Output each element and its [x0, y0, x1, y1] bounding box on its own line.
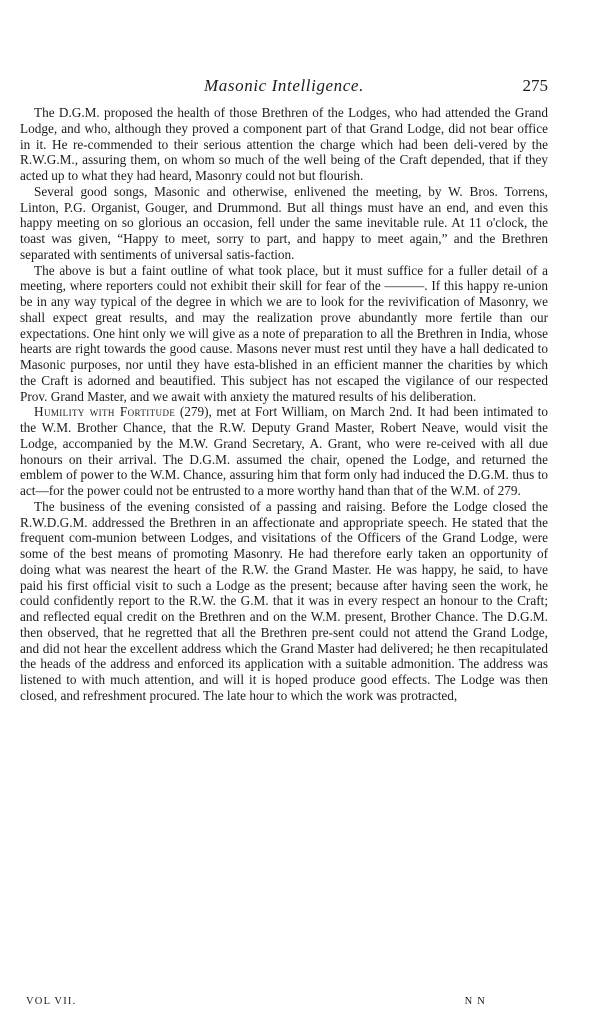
page-footer: [26, 996, 486, 1010]
paragraph-text: Several good songs, Masonic and otherwise, enlivened the meeting, by W. Bros. Torrens, Linton, P.G. Organist, Gouger, and Drummond. But all things must have an end, and even this happy meeting on so glorious an occasion, fell under the same inevitable rule. At 11 o'clock, the toast was given, “Happy to meet, sorry to part, and happy to meet again,” and the Brethren separated with sentiments of universal satis-faction.: [20, 183, 548, 262]
paragraph-outline: [20, 263, 548, 405]
paragraph-text: The above is but a faint outline of what took place, but it must suffice for a fuller detail of a meeting, where reporters could not exhibit their skill for fear of the ———. If this happy re-union be in any way typical of the degree in which we are to look for the revivification of Masonry, we shall expect great results, and may the realization prove abundantly more fertile than our expectations. One hint only we will give as a note of preparation to all the Brethren in India, whose hearts are right towards the good cause. Masons never must rest until they have a hall dedicated to Masonic purposes, nor until they have esta-blished in an efficient manner the charities by which the Craft is adorned and beautified. This subject has not escaped the vigilance of our respected Prov. Grand Master, and we await with anxiety the matured results of his deliberation.: [20, 262, 548, 404]
lodge-name: Humility with Fortitude: [34, 404, 176, 420]
volume-mark: VOL VII.: [26, 996, 77, 1007]
paragraph-dgm-toast: [20, 105, 548, 184]
running-title: Masonic Intelligence.: [204, 76, 364, 95]
signature-mark: N N: [464, 996, 486, 1007]
paragraph-text: The business of the evening consisted of a passing and raising. Before the Lodge closed the R.W.D.G.M. addressed the Brethren in an affectionate and appropriate speech. He stated that the frequent com-munion between Lodges, and visitations of the Officers of the Grand Lodge, were some of the best means of promoting Masonry. He had therefore early taken an opportunity of doing what was nearest the heart of the R.W. the Grand Master. He was happy, he said, to have paid his first official visit to such a Lodge as the present; because after having seen the work, he could confidently report to the R.W. the G.M. that it was in every respect an honour to the Craft; and reflected equal credit on the Brethren and on the W.M. present, Brother Chance. The D.G.M. then observed, that he regretted that all the Brethren pre-sent could not attend the Grand Lodge, and did not hear the excellent address which the Grand Master had delivered; he then recapitulated the heads of the address and enforced its application with a suitable admonition. The address was listened to with much attention, and will it is hoped produce good effects. The Lodge was then closed, and refreshment procured. The late hour to which the work was protracted,: [20, 498, 548, 703]
article-body: [20, 105, 548, 704]
paragraph-songs: [20, 184, 548, 263]
paragraph-business: [20, 499, 548, 704]
page-number: 275: [522, 76, 548, 95]
paragraph-text: The D.G.M. proposed the health of those Brethren of the Lodges, who had attended the Grand Lodge, and who, although they proved a component part of that Grand Lodge, did not bear office in it. He re-commended to their serious attention the charge which had been deli-vered by the R.W.G.M., assuring them, on whom so much of the well being of the Craft depended, that if they acted up to what they had heard, Masonry could not but flourish.: [20, 105, 548, 183]
paragraph-text: (279), met at Fort William, on March 2nd. It had been intimated to the W.M. Brother Chance, that the R.W. Deputy Grand Master, Robert Neave, would visit the Lodge, accompanied by the M.W. Grand Secretary, A. Grant, who were re-ceived with all due honours on their arrival. The D.G.M. assumed the chair, opened the Lodge, and returned the emblem of power to the W.M. Chance, assuring him that form only had induced the D.G.M. thus to act—for the power could not be entrusted to a more worthy hand than that of the W.M. of 279.: [20, 404, 548, 498]
paragraph-humility-lodge: [20, 404, 548, 499]
running-head: [20, 76, 548, 98]
